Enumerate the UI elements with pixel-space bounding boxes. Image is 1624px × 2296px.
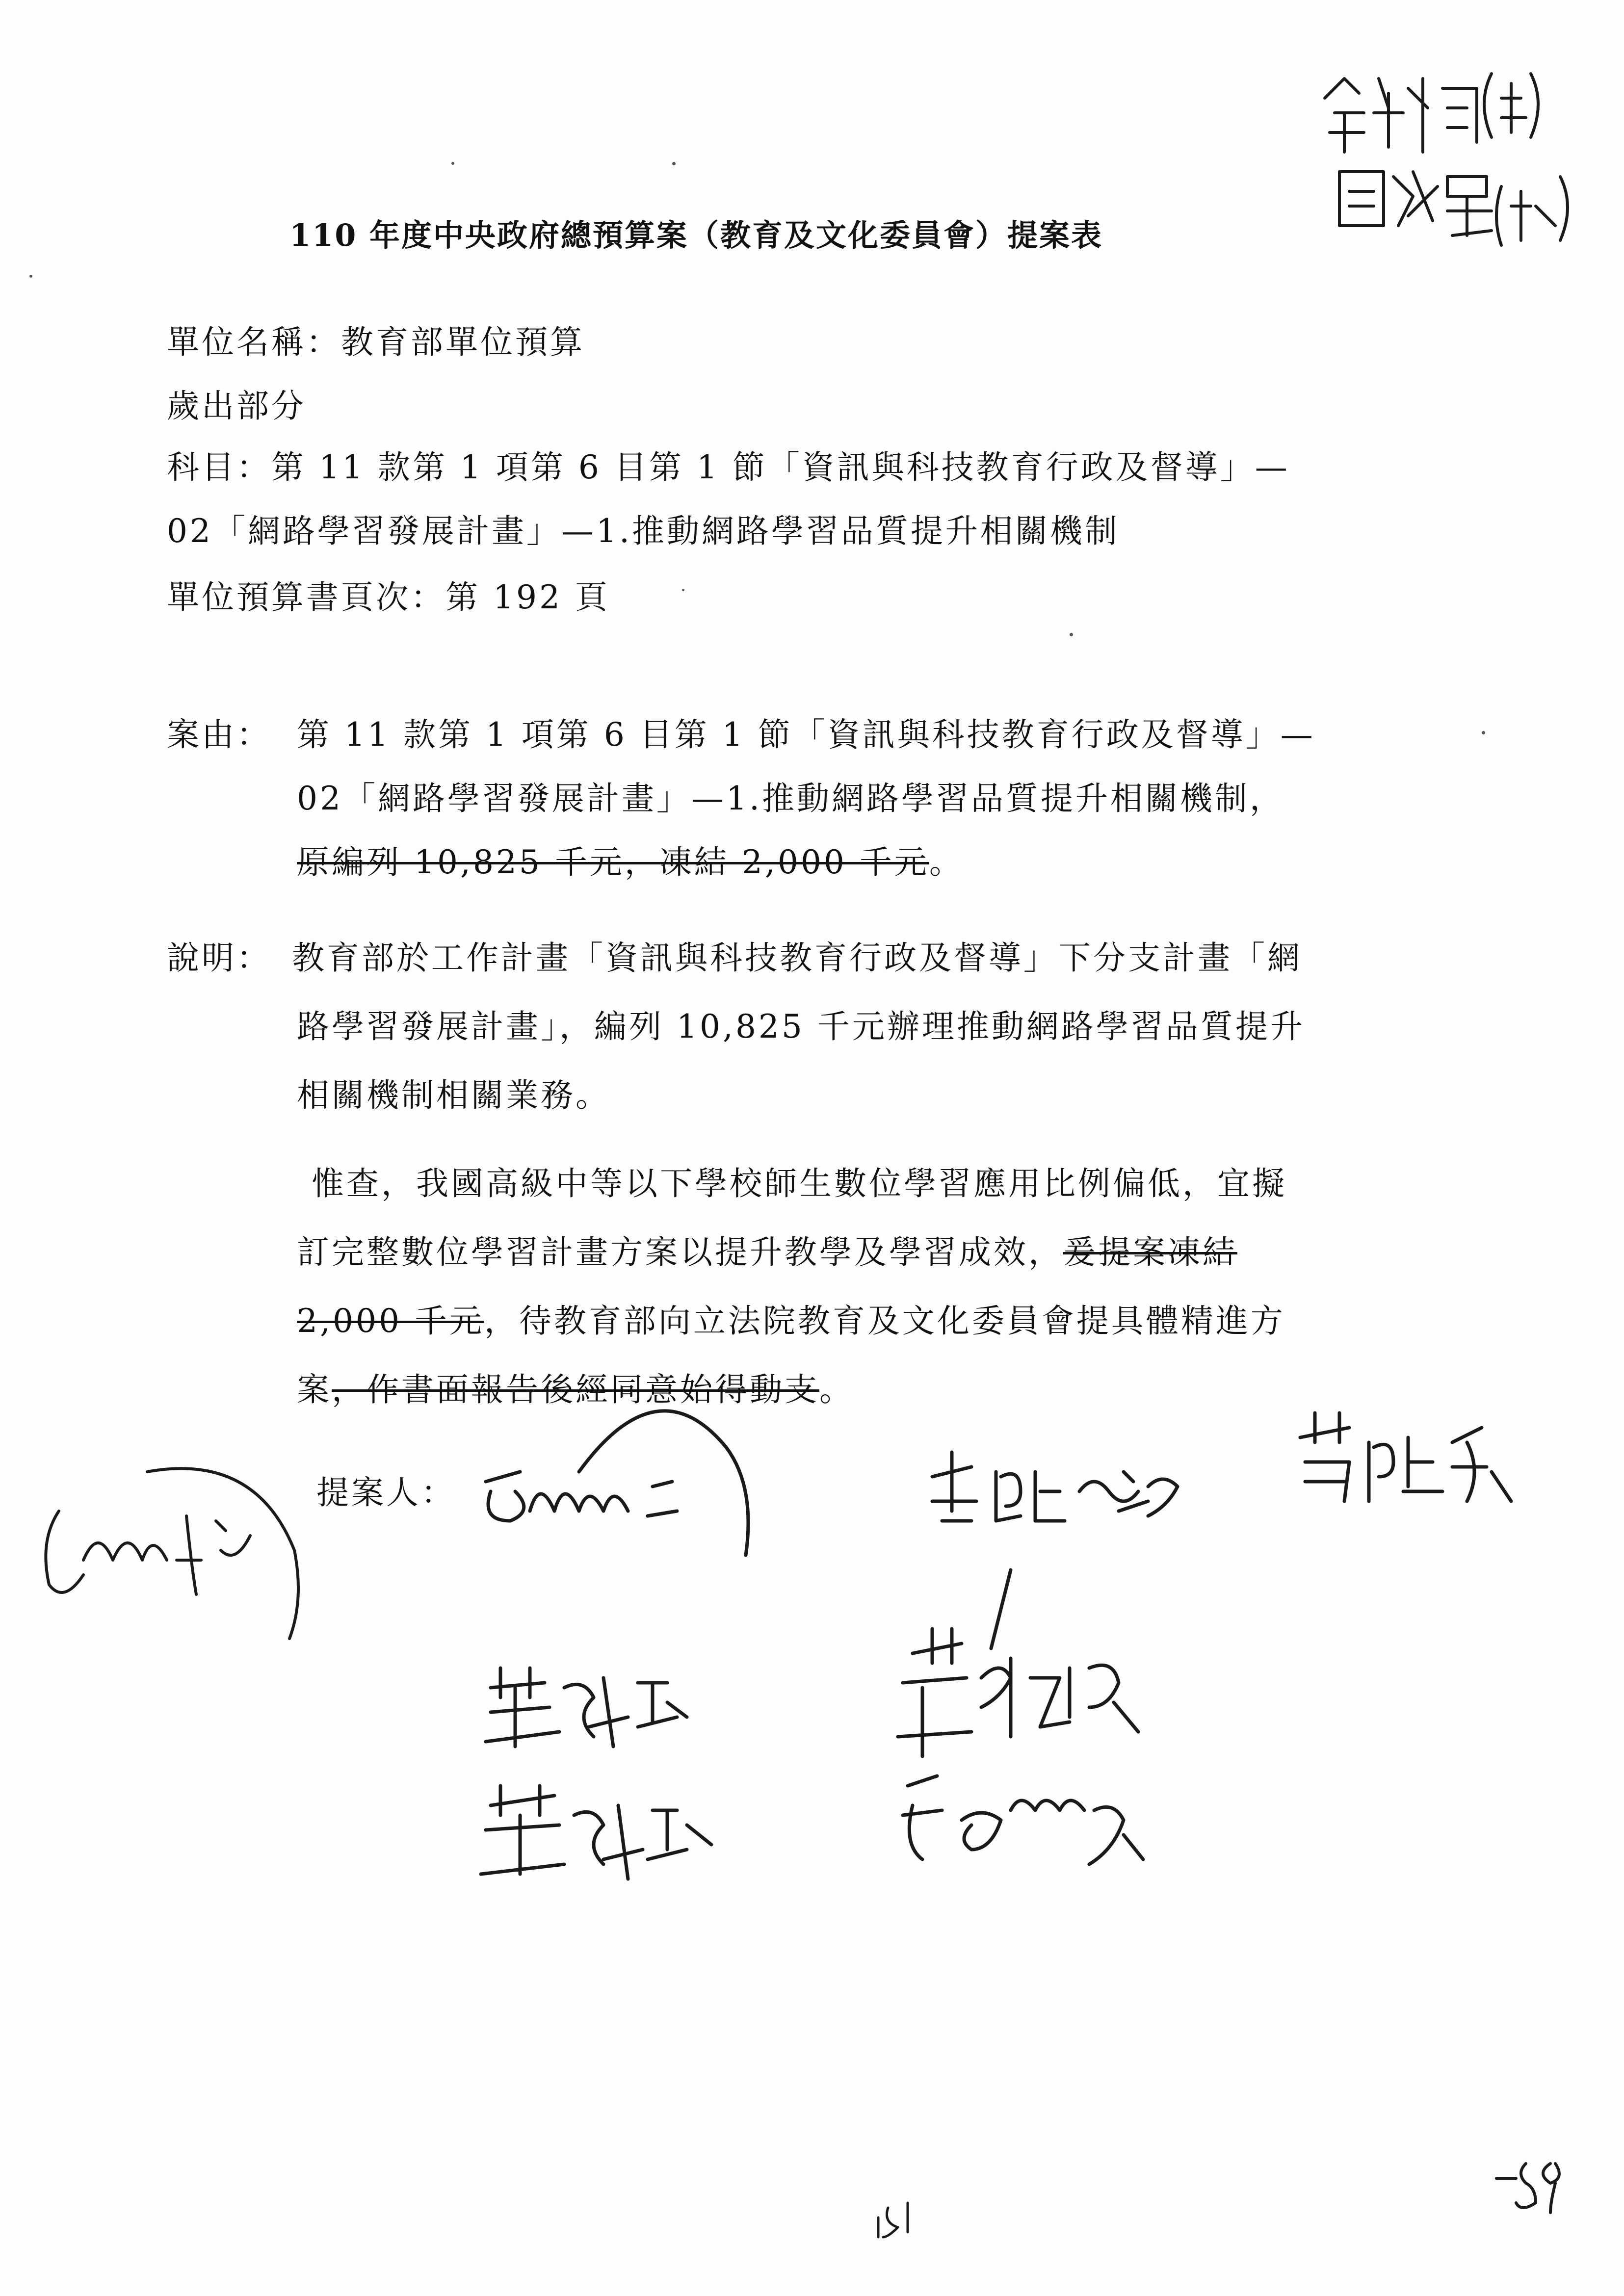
unit-name: 單位名稱：教育部單位預算	[167, 323, 585, 361]
explain-p1-line-2: 路學習發展計畫」，編列 10,825 千元辦理推動網路學習品質提升	[297, 1008, 1305, 1045]
signature-2	[932, 1452, 1178, 1521]
explain-p2-line-2-text: 訂完整數位學習計畫方案以提升教學及學習成效，	[297, 1233, 1063, 1271]
explain-p2-line-2-struck: 爰提案凍結	[1063, 1233, 1237, 1271]
signature-7	[903, 1776, 1143, 1864]
proposer-label: 提案人：	[316, 1474, 456, 1512]
scan-speck	[672, 162, 676, 165]
scan-speck	[451, 162, 454, 165]
explain-p2-line-2	[297, 1233, 1237, 1271]
explain-p2-line-4	[297, 1371, 854, 1409]
explain-p2-line-1: 惟查，我國高級中等以下學校師生數位學習應用比例偏低，宜擬	[312, 1165, 1287, 1202]
signature-4	[486, 1668, 687, 1747]
explain-p1-line-3: 相關機制相關業務。	[297, 1076, 610, 1114]
explain-p2-line-3-text: ，待教育部向立法院教育及文化委員會提具體精進方	[484, 1302, 1285, 1340]
reason-line-end: 。	[929, 843, 964, 881]
reason-line-2: 02「網路學習發展計畫」—1.推動網路學習品質提升相關機制，	[297, 780, 1284, 817]
page-number-center-handwritten	[878, 2203, 908, 2237]
subject-line-1: 科目：第 11 款第 1 項第 6 目第 1 節「資訊與科技教育行政及督導」—	[167, 448, 1290, 486]
scan-speck	[682, 589, 684, 591]
reason-label: 案由：	[167, 716, 271, 754]
annotation-handwriting-2	[1339, 172, 1568, 245]
explain-p2-line-4-struck: ，作書面報告後經同意始得動支	[332, 1371, 819, 1409]
reason-line-3	[297, 843, 964, 881]
signature-3	[1300, 1413, 1511, 1501]
subject-line-2: 02「網路學習發展計畫」—1.推動網路學習品質提升相關機制	[167, 512, 1120, 550]
explain-p2-line-4-text-b: 。	[819, 1371, 854, 1409]
explain-label: 說明：	[167, 939, 271, 977]
signature-6	[481, 1786, 711, 1879]
section-label: 歲出部分	[167, 387, 306, 425]
scan-speck	[29, 275, 32, 278]
scan-speck	[1070, 633, 1073, 636]
explain-p1-line-1: 教育部於工作計畫「資訊與科技教育行政及督導」下分支計畫「網	[292, 939, 1302, 977]
page-number-right-handwritten	[1496, 2164, 1559, 2213]
explain-p2-line-3	[297, 1302, 1285, 1340]
annotation-handwriting-1	[1325, 74, 1538, 152]
explain-p2-line-4-text-a: 案	[297, 1371, 332, 1409]
signature-1	[486, 1411, 748, 1555]
budget-page-ref: 單位預算書頁次：第 192 頁	[167, 578, 610, 616]
margin-signature	[46, 1468, 298, 1639]
signature-5	[898, 1570, 1138, 1756]
scan-speck	[1482, 731, 1485, 734]
explain-p2-line-3-struck: 2,000 千元	[297, 1302, 484, 1340]
reason-line-1: 第 11 款第 1 項第 6 目第 1 節「資訊與科技教育行政及督導」—	[297, 716, 1315, 754]
page-title: 110 年度中央政府總預算案（教育及文化委員會）提案表	[289, 217, 1103, 253]
reason-struck-text: 原編列 10,825 千元，凍結 2,000 千元	[297, 843, 929, 881]
